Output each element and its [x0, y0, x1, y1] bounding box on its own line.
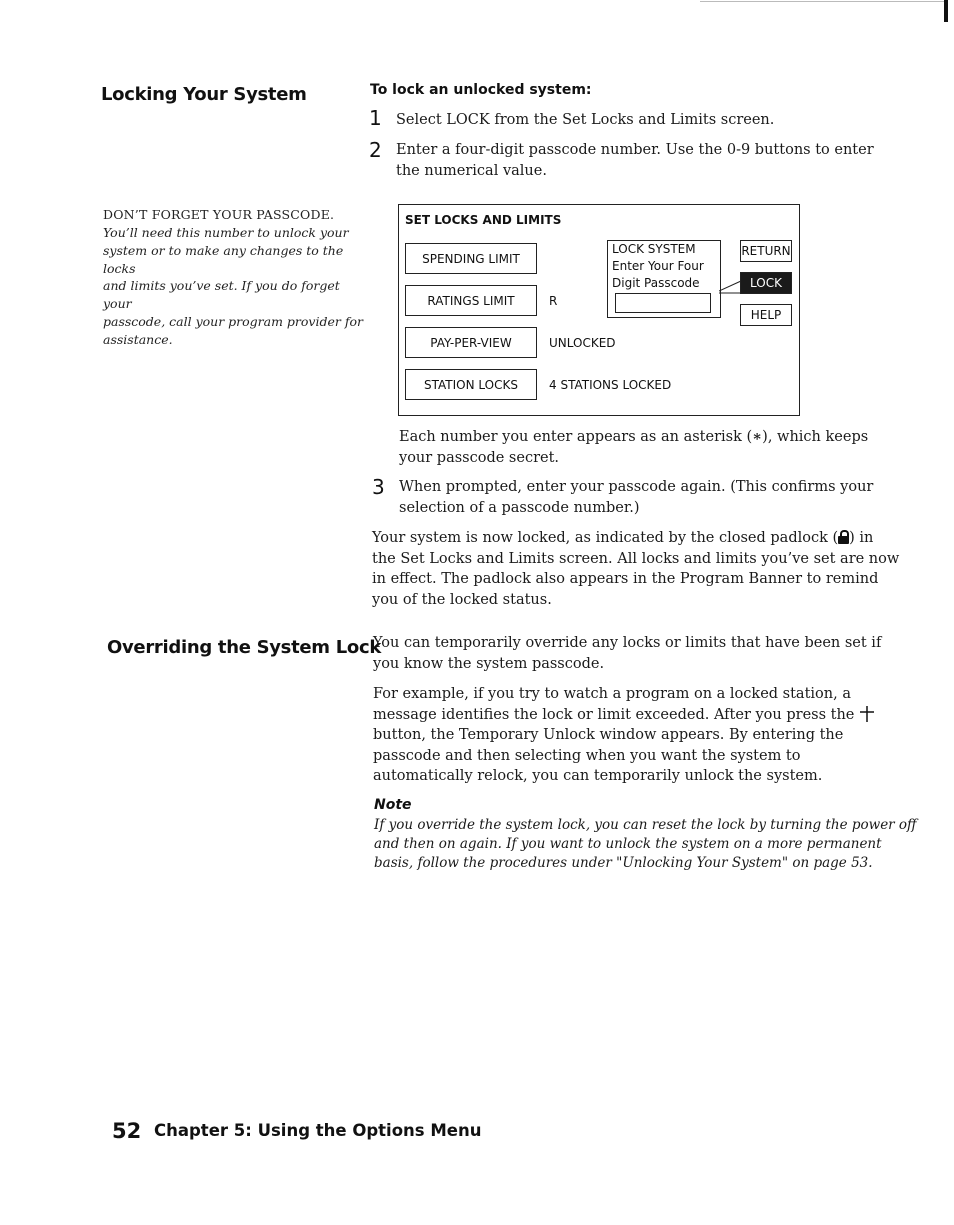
locked-text: Your system is now locked, as indicated by the closed padlock (: [372, 530, 839, 546]
sidebar-line: assistance.: [103, 331, 173, 347]
sidebar-line: and limits you’ve set. If you do forget your: [103, 278, 340, 312]
plus-button-icon: [858, 706, 876, 722]
lock-panel-instruction: Digit Passcode: [612, 276, 700, 290]
lock-panel-title: LOCK SYSTEM: [612, 242, 696, 256]
scan-edge-line: [700, 1, 944, 2]
lock-button[interactable]: LOCK: [740, 272, 792, 294]
asterisk-note-line: your passcode secret.: [399, 449, 560, 466]
step-line: Enter a four-digit passcode number. Use the 0-9 buttons to enter: [396, 142, 874, 158]
asterisk-note-line: [399, 427, 868, 448]
override-line: [373, 705, 876, 726]
override-line: you know the system passcode.: [373, 655, 605, 672]
note-line: basis, follow the procedures under "Unlocking Your System" on page 53.: [374, 855, 873, 871]
step-number: 2: [369, 138, 382, 162]
step-number: 3: [372, 475, 385, 499]
locked-paragraph-line: the Set Locks and Limits screen. All locks and limits you’ve set are now: [372, 550, 900, 567]
pay-per-view-button[interactable]: PAY-PER-VIEW: [405, 327, 537, 358]
locked-paragraph: [372, 528, 899, 610]
override-paragraph-2: [373, 684, 876, 787]
lock-panel-instruction: Enter Your Four: [612, 259, 704, 273]
sidebar-title: DON’T FORGET YOUR PASSCODE.: [103, 207, 335, 222]
chapter-title: Chapter 5: Using the Options Menu: [154, 1121, 482, 1140]
override-line: button, the Temporary Unlock window appears. By entering the: [373, 727, 844, 743]
override-line: passcode and then selecting when you want the system to: [373, 747, 801, 764]
step-line: selection of a passcode number.): [399, 499, 640, 516]
step-text: [399, 477, 873, 518]
note-line: If you override the system lock, you can reset the lock by turning the power off: [374, 817, 917, 833]
spending-limit-button[interactable]: SPENDING LIMIT: [405, 243, 537, 274]
note-label: Note: [374, 797, 412, 813]
step-line: When prompted, enter your passcode again. (This confirms your: [399, 479, 874, 495]
set-locks-limits-screen: [398, 204, 800, 416]
asterisk-note-text: ), which keeps: [762, 429, 869, 445]
page-number: 52: [112, 1119, 142, 1143]
lock-system-panel: [607, 240, 721, 318]
note-text: [374, 816, 917, 873]
locked-paragraph-line: you of the locked status.: [372, 591, 552, 608]
locked-paragraph-line: in effect. The padlock also appears in the Program Banner to remind: [372, 571, 879, 587]
procedure-subhead: To lock an unlocked system:: [370, 82, 592, 98]
locked-text: ) in: [849, 530, 874, 546]
sidebar-line: You’ll need this number to unlock your: [103, 225, 349, 240]
asterisk-note-text: Each number you enter appears as an asterisk (: [399, 429, 753, 445]
return-button[interactable]: RETURN: [740, 240, 792, 262]
sidebar-line: system or to make any changes to the locks: [103, 242, 344, 276]
step-text: Select LOCK from the Set Locks and Limits screen.: [396, 112, 775, 128]
screen-title: SET LOCKS AND LIMITS: [405, 213, 562, 227]
station-locks-status: 4 STATIONS LOCKED: [549, 378, 672, 392]
step-text: [396, 140, 874, 181]
sidebar-line: passcode, call your program provider for: [103, 313, 363, 329]
pay-per-view-status: UNLOCKED: [549, 336, 616, 350]
override-line: For example, if you try to watch a program on a locked station, a: [373, 686, 851, 702]
locked-paragraph-line: [372, 528, 899, 549]
note-line: and then on again. If you want to unlock the system on a more permanent: [374, 836, 882, 852]
override-line: You can temporarily override any locks or limits that have been set if: [373, 635, 882, 651]
override-text: message identifies the lock or limit exceeded. After you press the: [373, 706, 855, 723]
heading-locking-your-system: Locking Your System: [101, 84, 307, 105]
ratings-limit-button[interactable]: RATINGS LIMIT: [405, 285, 537, 316]
sidebar-text: [103, 224, 363, 349]
ratings-limit-status: R: [549, 294, 558, 308]
asterisk-note: [399, 427, 868, 468]
step-line: the numerical value.: [396, 162, 547, 179]
override-line: automatically relock, you can temporarily unlock the system.: [373, 768, 823, 784]
step-number: 1: [369, 106, 382, 130]
asterisk-icon: ∗: [752, 428, 763, 445]
help-button[interactable]: HELP: [740, 304, 792, 326]
station-locks-button[interactable]: STATION LOCKS: [405, 369, 537, 400]
override-paragraph-1: [373, 633, 881, 674]
padlock-icon: [838, 530, 849, 544]
heading-overriding-system-lock: Overriding the System Lock: [107, 637, 382, 658]
scan-edge-mark: [944, 0, 948, 22]
passcode-field[interactable]: [615, 293, 711, 313]
